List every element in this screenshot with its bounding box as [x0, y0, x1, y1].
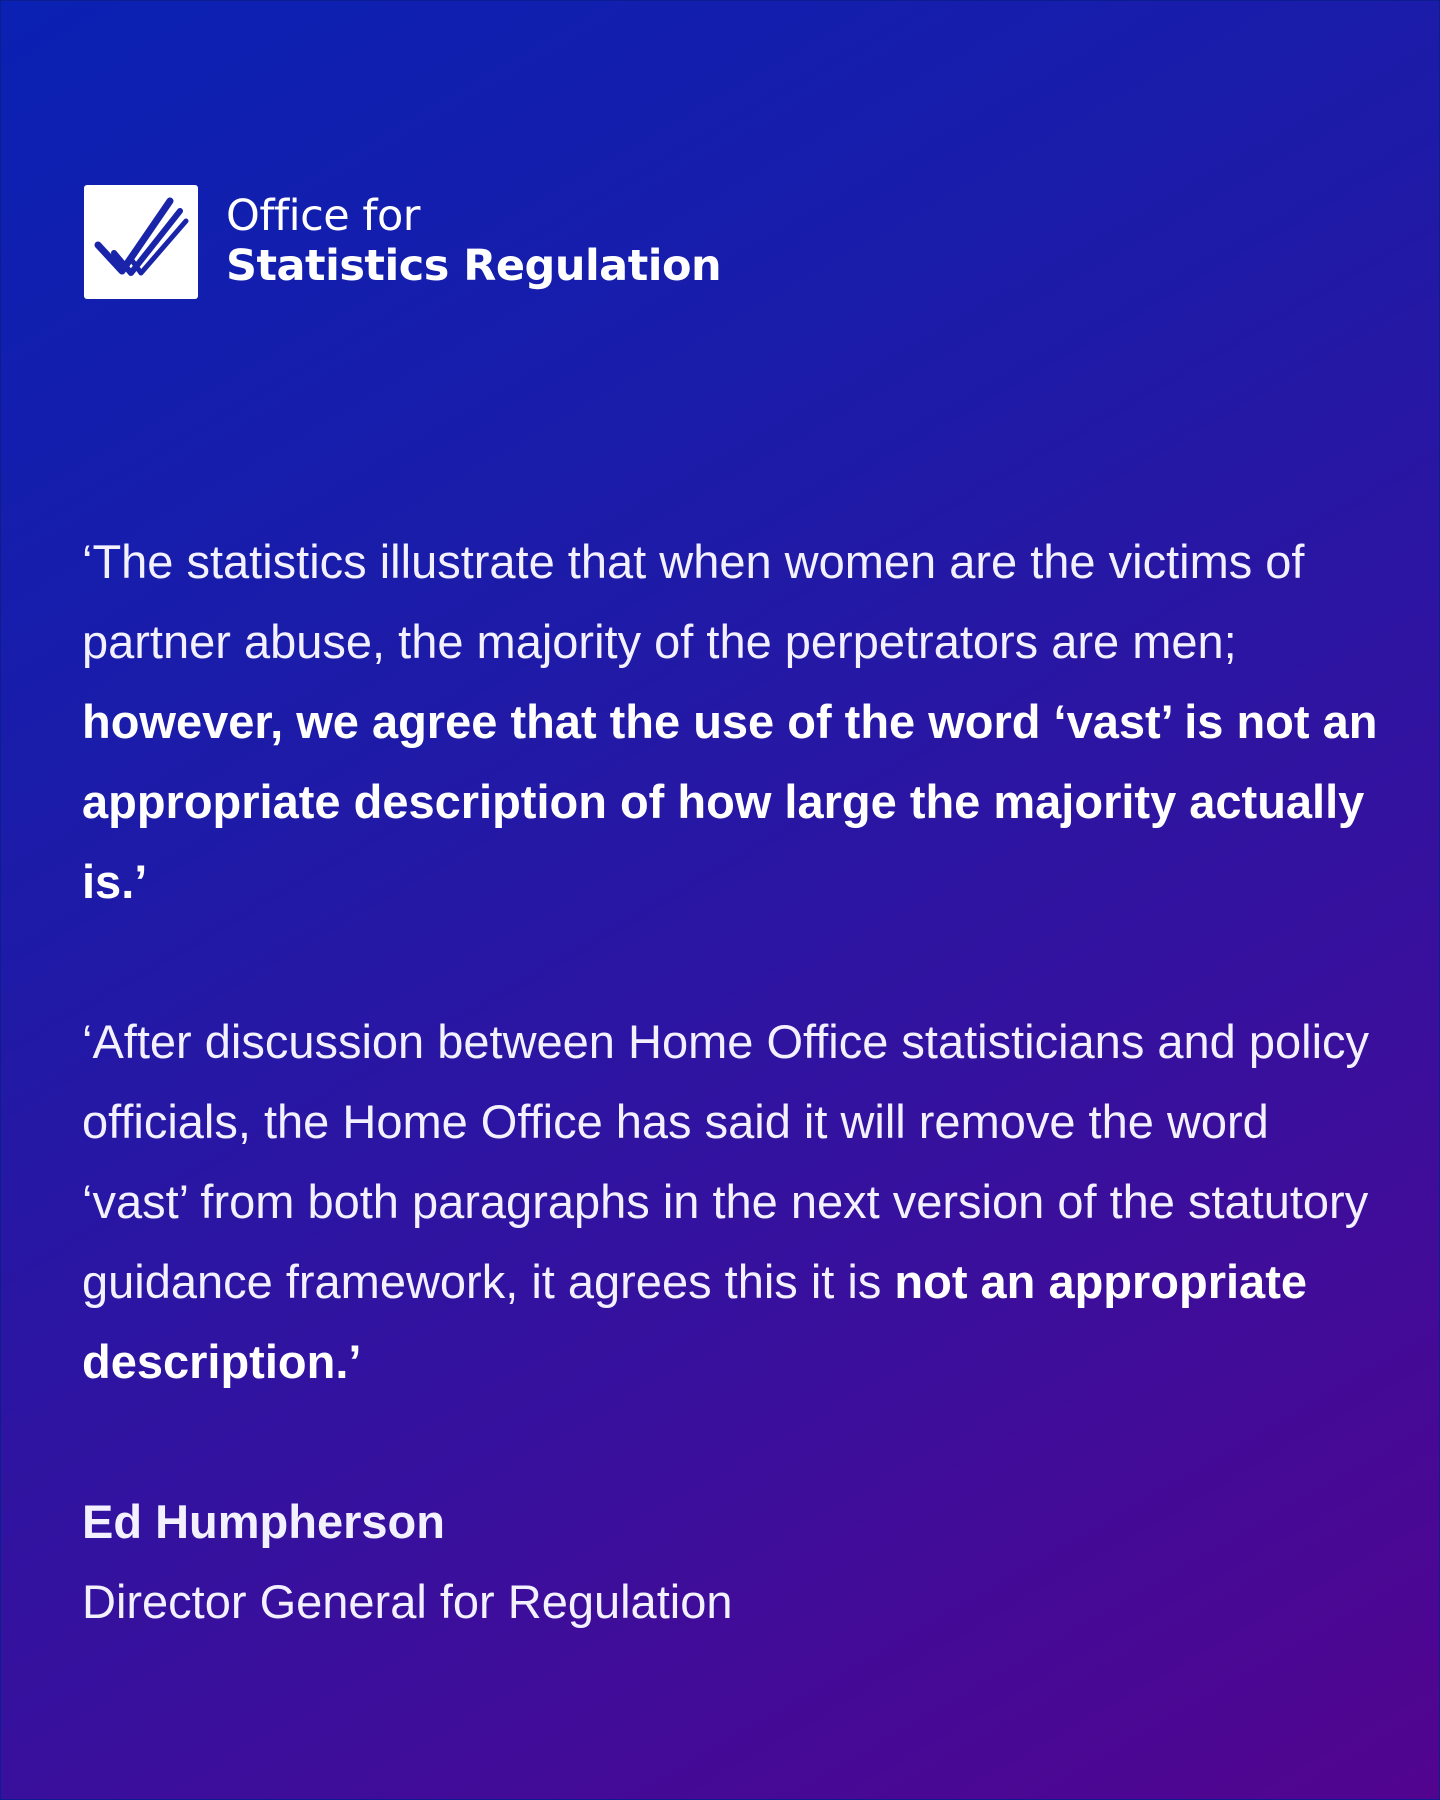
quote-1 [82, 522, 1382, 922]
quote-1-emphasis: however, we agree that the use of the word ‘vast’ is not an appropriate description of how large the majority actually is.’ [82, 695, 1378, 908]
logo-line-office: Office for [226, 191, 420, 242]
attribution-role: Director General for Regulation [82, 1575, 733, 1628]
quote-2 [82, 1002, 1382, 1402]
attribution-name: Ed Humpherson [82, 1495, 445, 1548]
osr-logo [84, 185, 721, 299]
logo-wordmark [226, 192, 721, 292]
attribution [82, 1482, 732, 1642]
ticks-icon [84, 185, 198, 299]
quote-2-emphasis: not an appropriate description.’ [82, 1255, 1307, 1388]
logo-line-statistics-regulation: Statistics Regulation [226, 241, 722, 291]
quote-1-regular: ‘The statistics illustrate that when women are the victims of partner abuse, the majority of the perpetrators are men; [82, 535, 1305, 668]
quote-2-regular: ‘After discussion between Home Office statisticians and policy officials, the Home Office has said it will remove the word ‘vast’ from both paragraphs in the next version of the statutory guidance framework, it agrees this it is [82, 1015, 1370, 1308]
